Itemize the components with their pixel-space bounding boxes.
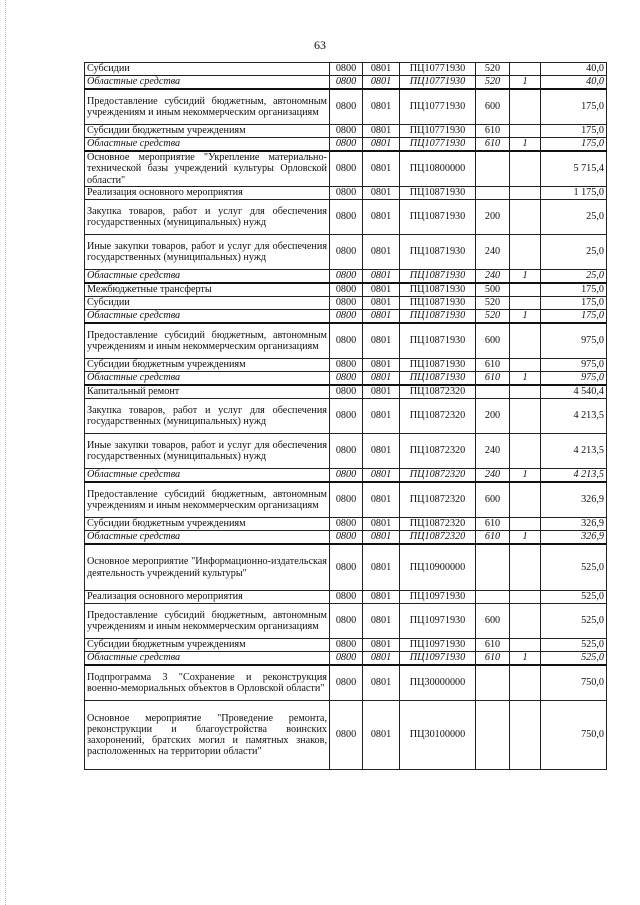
cell-section: 0800	[330, 531, 363, 545]
cell-name: Реализация основного мероприятия	[85, 187, 330, 200]
cell-subsection: 0801	[363, 125, 400, 138]
cell-amount: 975,0	[541, 372, 607, 386]
table-row	[85, 235, 607, 270]
cell-section: 0800	[330, 544, 363, 591]
table-row	[85, 372, 607, 386]
table-row	[85, 518, 607, 531]
cell-name: Областные средства	[85, 76, 330, 90]
cell-target-article: ПЦ10971930	[400, 604, 476, 639]
cell-funding-source	[510, 283, 541, 297]
cell-name: Предоставление субсидий бюджетным, автономным учреждениям и иным некоммерческим организациям	[85, 482, 330, 518]
cell-funding-source: 1	[510, 531, 541, 545]
cell-funding-source	[510, 235, 541, 270]
cell-target-article: ПЦ10771930	[400, 89, 476, 125]
cell-subsection: 0801	[363, 235, 400, 270]
cell-amount: 5 715,4	[541, 151, 607, 187]
cell-name: Областные средства	[85, 310, 330, 324]
cell-amount: 25,0	[541, 200, 607, 235]
table-row	[85, 138, 607, 152]
cell-section: 0800	[330, 372, 363, 386]
cell-subsection: 0801	[363, 639, 400, 652]
cell-target-article: ПЦ10971930	[400, 639, 476, 652]
table-row	[85, 359, 607, 372]
cell-section: 0800	[330, 125, 363, 138]
cell-expense-type: 600	[476, 323, 510, 359]
cell-amount: 25,0	[541, 235, 607, 270]
cell-amount: 4 213,5	[541, 399, 607, 434]
table-row	[85, 125, 607, 138]
cell-expense-type: 610	[476, 531, 510, 545]
cell-name: Субсидии бюджетным учреждениям	[85, 639, 330, 652]
cell-amount: 975,0	[541, 323, 607, 359]
cell-section: 0800	[330, 200, 363, 235]
cell-subsection: 0801	[363, 385, 400, 399]
cell-funding-source	[510, 604, 541, 639]
table-row	[85, 310, 607, 324]
cell-subsection: 0801	[363, 469, 400, 483]
cell-target-article: ПЦ10800000	[400, 151, 476, 187]
table-row	[85, 482, 607, 518]
cell-funding-source	[510, 665, 541, 701]
cell-name: Субсидии бюджетным учреждениям	[85, 518, 330, 531]
cell-target-article: ПЦ10871930	[400, 323, 476, 359]
cell-expense-type: 200	[476, 200, 510, 235]
cell-subsection: 0801	[363, 544, 400, 591]
cell-subsection: 0801	[363, 270, 400, 284]
cell-section: 0800	[330, 434, 363, 469]
cell-amount: 4 540,4	[541, 385, 607, 399]
cell-section: 0800	[330, 591, 363, 604]
table-row	[85, 652, 607, 666]
cell-subsection: 0801	[363, 297, 400, 310]
cell-expense-type: 600	[476, 482, 510, 518]
cell-expense-type	[476, 544, 510, 591]
cell-expense-type	[476, 591, 510, 604]
cell-amount: 40,0	[541, 63, 607, 76]
cell-amount: 25,0	[541, 270, 607, 284]
cell-section: 0800	[330, 187, 363, 200]
cell-target-article: ПЦ10971930	[400, 591, 476, 604]
cell-section: 0800	[330, 310, 363, 324]
cell-name: Областные средства	[85, 372, 330, 386]
cell-subsection: 0801	[363, 399, 400, 434]
cell-subsection: 0801	[363, 591, 400, 604]
cell-funding-source: 1	[510, 310, 541, 324]
cell-section: 0800	[330, 652, 363, 666]
cell-target-article: ПЦ10900000	[400, 544, 476, 591]
cell-subsection: 0801	[363, 63, 400, 76]
cell-expense-type: 200	[476, 399, 510, 434]
cell-funding-source: 1	[510, 270, 541, 284]
cell-expense-type: 520	[476, 310, 510, 324]
budget-table	[84, 62, 607, 770]
cell-subsection: 0801	[363, 200, 400, 235]
cell-section: 0800	[330, 63, 363, 76]
table-row	[85, 200, 607, 235]
cell-subsection: 0801	[363, 665, 400, 701]
cell-funding-source	[510, 151, 541, 187]
cell-amount: 525,0	[541, 639, 607, 652]
table-row	[85, 665, 607, 701]
cell-target-article: ПЦ10971930	[400, 652, 476, 666]
cell-target-article: ПЦ10871930	[400, 200, 476, 235]
cell-name: Субсидии	[85, 63, 330, 76]
cell-name: Субсидии	[85, 297, 330, 310]
table-row	[85, 434, 607, 469]
cell-name: Областные средства	[85, 270, 330, 284]
cell-section: 0800	[330, 89, 363, 125]
cell-section: 0800	[330, 323, 363, 359]
cell-funding-source: 1	[510, 76, 541, 90]
table-row	[85, 531, 607, 545]
cell-expense-type: 240	[476, 270, 510, 284]
cell-target-article: ПЦ10871930	[400, 310, 476, 324]
cell-amount: 975,0	[541, 359, 607, 372]
cell-section: 0800	[330, 469, 363, 483]
cell-target-article: ПЦ10871930	[400, 372, 476, 386]
cell-name: Областные средства	[85, 652, 330, 666]
table-row	[85, 591, 607, 604]
cell-target-article: ПЦ10771930	[400, 125, 476, 138]
cell-funding-source	[510, 482, 541, 518]
cell-expense-type	[476, 151, 510, 187]
cell-target-article: ПЦ10872320	[400, 482, 476, 518]
cell-subsection: 0801	[363, 531, 400, 545]
cell-expense-type: 610	[476, 138, 510, 152]
cell-section: 0800	[330, 482, 363, 518]
cell-target-article: ПЦ10872320	[400, 385, 476, 399]
cell-expense-type: 610	[476, 652, 510, 666]
cell-name: Субсидии бюджетным учреждениям	[85, 125, 330, 138]
cell-name: Подпрограмма 3 "Сохранение и реконструкция военно-мемориальных объектов в Орловской области"	[85, 665, 330, 701]
cell-target-article: ПЦ10871930	[400, 270, 476, 284]
cell-name: Межбюджетные трансферты	[85, 283, 330, 297]
cell-subsection: 0801	[363, 323, 400, 359]
cell-subsection: 0801	[363, 138, 400, 152]
cell-subsection: 0801	[363, 310, 400, 324]
cell-funding-source	[510, 323, 541, 359]
cell-target-article: ПЦ30000000	[400, 665, 476, 701]
table-row	[85, 604, 607, 639]
cell-funding-source: 1	[510, 138, 541, 152]
cell-name: Областные средства	[85, 531, 330, 545]
cell-funding-source	[510, 200, 541, 235]
cell-name: Реализация основного мероприятия	[85, 591, 330, 604]
cell-subsection: 0801	[363, 187, 400, 200]
cell-section: 0800	[330, 639, 363, 652]
cell-funding-source	[510, 701, 541, 770]
table-row	[85, 76, 607, 90]
cell-funding-source: 1	[510, 652, 541, 666]
cell-target-article: ПЦ10871930	[400, 359, 476, 372]
cell-name: Основное мероприятие "Укрепление материально-технической базы учреждений культуры Орловской области"	[85, 151, 330, 187]
cell-expense-type: 610	[476, 125, 510, 138]
cell-target-article: ПЦ10872320	[400, 518, 476, 531]
cell-subsection: 0801	[363, 482, 400, 518]
cell-target-article: ПЦ10872320	[400, 434, 476, 469]
budget-table-body	[85, 63, 607, 770]
cell-target-article: ПЦ10871930	[400, 235, 476, 270]
cell-name: Предоставление субсидий бюджетным, автономным учреждениям и иным некоммерческим организациям	[85, 323, 330, 359]
cell-expense-type: 500	[476, 283, 510, 297]
table-row	[85, 385, 607, 399]
cell-expense-type: 610	[476, 359, 510, 372]
table-row	[85, 323, 607, 359]
cell-name: Областные средства	[85, 138, 330, 152]
cell-expense-type: 240	[476, 469, 510, 483]
cell-name: Закупка товаров, работ и услуг для обеспечения государственных (муниципальных) нужд	[85, 399, 330, 434]
cell-subsection: 0801	[363, 604, 400, 639]
cell-section: 0800	[330, 665, 363, 701]
cell-funding-source	[510, 125, 541, 138]
cell-funding-source	[510, 639, 541, 652]
cell-funding-source	[510, 399, 541, 434]
cell-expense-type: 240	[476, 434, 510, 469]
cell-funding-source	[510, 297, 541, 310]
table-row	[85, 639, 607, 652]
table-row	[85, 270, 607, 284]
cell-name: Предоставление субсидий бюджетным, автономным учреждениям и иным некоммерческим организациям	[85, 604, 330, 639]
table-row	[85, 469, 607, 483]
cell-subsection: 0801	[363, 76, 400, 90]
cell-expense-type	[476, 385, 510, 399]
table-row	[85, 151, 607, 187]
cell-name: Предоставление субсидий бюджетным, автономным учреждениям и иным некоммерческим организациям	[85, 89, 330, 125]
cell-target-article: ПЦ10871930	[400, 297, 476, 310]
cell-target-article: ПЦ10871930	[400, 283, 476, 297]
cell-subsection: 0801	[363, 652, 400, 666]
cell-amount: 326,9	[541, 531, 607, 545]
cell-section: 0800	[330, 138, 363, 152]
cell-amount: 525,0	[541, 604, 607, 639]
cell-section: 0800	[330, 151, 363, 187]
cell-funding-source	[510, 187, 541, 200]
cell-amount: 175,0	[541, 89, 607, 125]
cell-subsection: 0801	[363, 372, 400, 386]
cell-subsection: 0801	[363, 283, 400, 297]
margin-dotted-line	[5, 0, 6, 905]
table-row	[85, 701, 607, 770]
cell-expense-type: 240	[476, 235, 510, 270]
cell-amount: 1 175,0	[541, 187, 607, 200]
cell-name: Субсидии бюджетным учреждениям	[85, 359, 330, 372]
table-row	[85, 544, 607, 591]
cell-amount: 175,0	[541, 297, 607, 310]
cell-target-article: ПЦ10871930	[400, 187, 476, 200]
cell-funding-source	[510, 89, 541, 125]
cell-section: 0800	[330, 385, 363, 399]
cell-expense-type: 520	[476, 63, 510, 76]
cell-section: 0800	[330, 518, 363, 531]
cell-funding-source: 1	[510, 372, 541, 386]
cell-expense-type: 520	[476, 76, 510, 90]
cell-funding-source	[510, 63, 541, 76]
cell-subsection: 0801	[363, 151, 400, 187]
cell-amount: 750,0	[541, 701, 607, 770]
cell-amount: 4 213,5	[541, 469, 607, 483]
cell-name: Капитальный ремонт	[85, 385, 330, 399]
cell-funding-source	[510, 591, 541, 604]
cell-target-article: ПЦ10771930	[400, 63, 476, 76]
cell-amount: 175,0	[541, 138, 607, 152]
cell-funding-source: 1	[510, 469, 541, 483]
cell-funding-source	[510, 434, 541, 469]
cell-subsection: 0801	[363, 89, 400, 125]
cell-subsection: 0801	[363, 701, 400, 770]
cell-subsection: 0801	[363, 518, 400, 531]
cell-section: 0800	[330, 359, 363, 372]
cell-target-article: ПЦ10872320	[400, 531, 476, 545]
cell-section: 0800	[330, 701, 363, 770]
cell-section: 0800	[330, 399, 363, 434]
table-row	[85, 89, 607, 125]
table-row	[85, 297, 607, 310]
cell-funding-source	[510, 518, 541, 531]
cell-amount: 750,0	[541, 665, 607, 701]
cell-amount: 326,9	[541, 482, 607, 518]
cell-name: Основное мероприятие "Информационно-издательская деятельность учреждений культуры"	[85, 544, 330, 591]
cell-amount: 326,9	[541, 518, 607, 531]
cell-expense-type: 610	[476, 518, 510, 531]
cell-funding-source	[510, 385, 541, 399]
cell-expense-type: 610	[476, 372, 510, 386]
cell-name: Областные средства	[85, 469, 330, 483]
cell-name: Иные закупки товаров, работ и услуг для обеспечения государственных (муниципальных) нужд	[85, 434, 330, 469]
cell-target-article: ПЦ10771930	[400, 76, 476, 90]
cell-section: 0800	[330, 283, 363, 297]
cell-section: 0800	[330, 76, 363, 90]
cell-target-article: ПЦ30100000	[400, 701, 476, 770]
cell-expense-type	[476, 701, 510, 770]
cell-target-article: ПЦ10771930	[400, 138, 476, 152]
cell-funding-source	[510, 544, 541, 591]
cell-expense-type: 610	[476, 639, 510, 652]
cell-section: 0800	[330, 270, 363, 284]
cell-amount: 525,0	[541, 652, 607, 666]
cell-expense-type: 600	[476, 89, 510, 125]
cell-subsection: 0801	[363, 434, 400, 469]
table-row	[85, 187, 607, 200]
cell-funding-source	[510, 359, 541, 372]
cell-amount: 175,0	[541, 310, 607, 324]
cell-name: Закупка товаров, работ и услуг для обеспечения государственных (муниципальных) нужд	[85, 200, 330, 235]
cell-section: 0800	[330, 604, 363, 639]
cell-amount: 525,0	[541, 591, 607, 604]
cell-section: 0800	[330, 297, 363, 310]
page-number: 63	[314, 38, 326, 52]
cell-expense-type: 600	[476, 604, 510, 639]
cell-amount: 4 213,5	[541, 434, 607, 469]
cell-target-article: ПЦ10872320	[400, 469, 476, 483]
cell-amount: 40,0	[541, 76, 607, 90]
cell-target-article: ПЦ10872320	[400, 399, 476, 434]
cell-amount: 175,0	[541, 125, 607, 138]
cell-name: Иные закупки товаров, работ и услуг для обеспечения государственных (муниципальных) нужд	[85, 235, 330, 270]
cell-amount: 175,0	[541, 283, 607, 297]
cell-amount: 525,0	[541, 544, 607, 591]
cell-subsection: 0801	[363, 359, 400, 372]
cell-expense-type	[476, 187, 510, 200]
table-row	[85, 63, 607, 76]
table-row	[85, 399, 607, 434]
cell-name: Основное мероприятие "Проведение ремонта, реконструкции и благоустройства воинских захоронений, братских могил и памятных знаков, расположенных на территории области"	[85, 701, 330, 770]
cell-expense-type: 520	[476, 297, 510, 310]
cell-section: 0800	[330, 235, 363, 270]
cell-expense-type	[476, 665, 510, 701]
table-row	[85, 283, 607, 297]
